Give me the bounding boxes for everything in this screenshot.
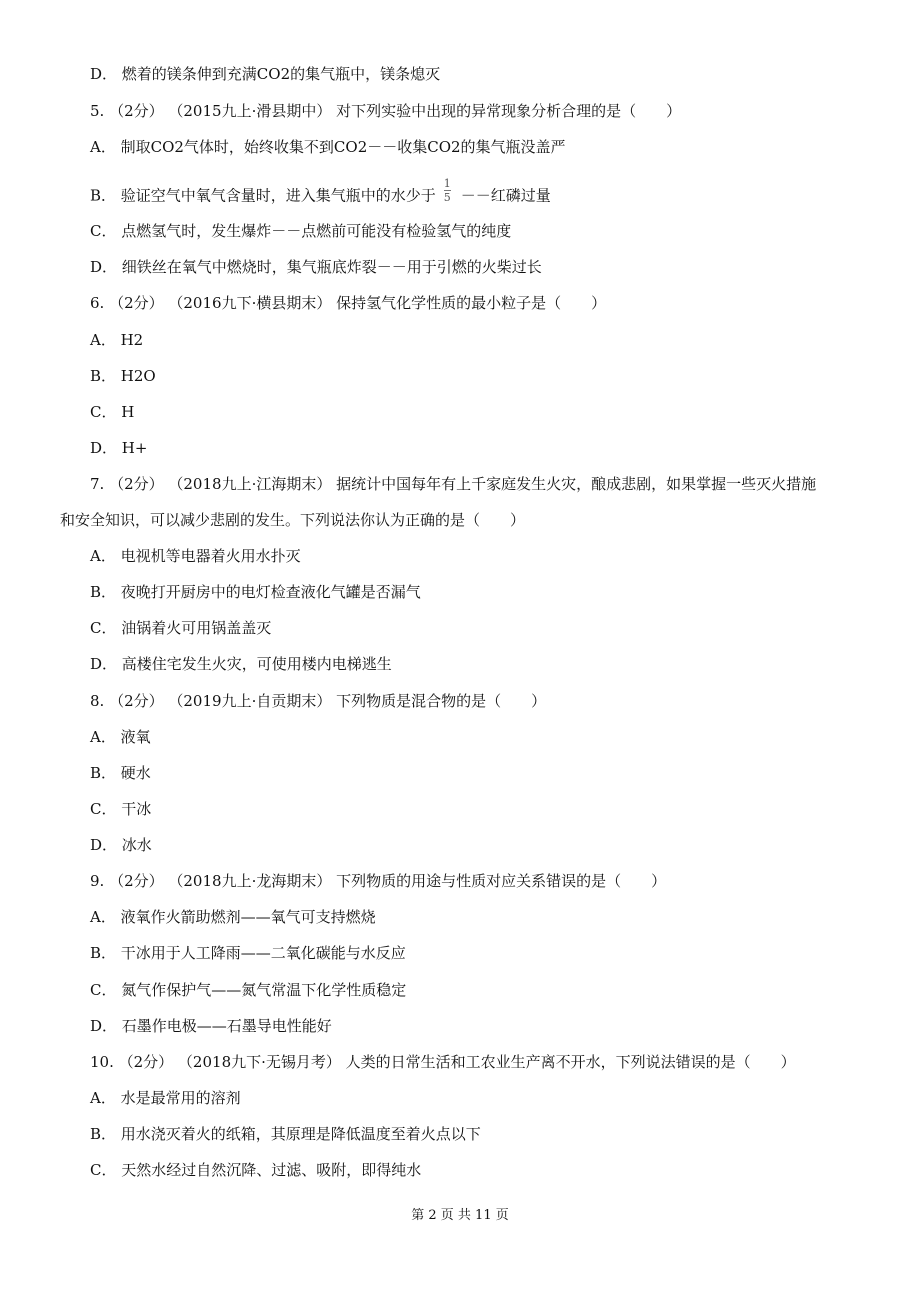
q6-option-b: B． H2O (90, 367, 156, 385)
q8-option-b: B． 硬水 (90, 764, 151, 782)
q7-option-d: D． 高楼住宅发生火灾，可使用楼内电梯逃生 (90, 655, 392, 673)
q8-option-a: A． 液氧 (90, 728, 151, 746)
q10-option-c: C． 天然水经过自然沉降、过滤、吸附，即得纯水 (90, 1161, 422, 1179)
q9-option-a: A． 液氧作火箭助燃剂——氧气可支持燃烧 (90, 908, 376, 926)
q8-stem: 8. （2分） （2019九上·自贡期末） 下列物质是混合物的是（ ） (90, 692, 547, 710)
q6-stem: 6. （2分） （2016九下·横县期末） 保持氢气化学性质的最小粒子是（ ） (90, 294, 607, 312)
q5-stem: 5. （2分） （2015九上·滑县期中） 对下列实验中出现的异常现象分析合理的是（ ） (90, 102, 682, 120)
fraction-one-fifth (444, 178, 451, 203)
q5-option-b-reason: －－红磷过量 (460, 186, 551, 205)
q6-option-d: D． H+ (90, 439, 148, 457)
q5-option-c: C． 点燃氢气时，发生爆炸－－点燃前可能没有检验氢气的纯度 (90, 222, 512, 240)
q9-stem: 9. （2分） （2018九上·龙海期末） 下列物质的用途与性质对应关系错误的是（ ） (90, 872, 667, 890)
q6-option-a: A． H2 (90, 331, 144, 349)
q5-option-b (90, 177, 551, 209)
q9-option-b: B． 干冰用于人工降雨——二氧化碳能与水反应 (90, 944, 406, 962)
q7-stem-line1: 7. （2分） （2018九上·江海期末） 据统计中国每年有上千家庭发生火灾，酿成悲剧，如果掌握一些灭火措施 (90, 475, 817, 493)
fraction-numerator: 1 (443, 177, 451, 190)
q9-option-c: C． 氮气作保护气——氮气常温下化学性质稳定 (90, 981, 407, 999)
q7-option-b: B． 夜晚打开厨房中的电灯检查液化气罐是否漏气 (90, 583, 421, 601)
q7-option-c: C． 油锅着火可用锅盖盖灭 (90, 619, 272, 637)
q10-stem: 10. （2分） （2018九下·无锡月考） 人类的日常生活和工农业生产离不开水，下列说法错误的是（ ） (90, 1053, 796, 1071)
q5-option-d: D． 细铁丝在氧气中燃烧时，集气瓶底炸裂－－用于引燃的火柴过长 (90, 258, 542, 276)
q8-option-c: C． 干冰 (90, 800, 152, 818)
q5-option-b-text: B． 验证空气中氧气含量时，进入集气瓶中的水少于 (90, 186, 436, 205)
q6-option-c: C． H (90, 403, 135, 421)
q7-option-a: A． 电视机等电器着火用水扑灭 (90, 547, 301, 565)
q9-option-d: D． 石墨作电极——石墨导电性能好 (90, 1017, 332, 1035)
fraction-denominator: 5 (443, 191, 451, 204)
page-footer: 第 2 页 共 11 页 (411, 1208, 509, 1223)
q7-stem-line2: 和安全知识，可以减少悲剧的发生。下列说法你认为正确的是（ ） (60, 511, 526, 529)
q4-option-d: D． 燃着的镁条伸到充满CO2的集气瓶中，镁条熄灭 (90, 65, 441, 83)
q5-option-a: A． 制取CO2气体时，始终收集不到CO2－－收集CO2的集气瓶没盖严 (90, 138, 566, 156)
q10-option-b: B． 用水浇灭着火的纸箱，其原理是降低温度至着火点以下 (90, 1125, 481, 1143)
q8-option-d: D． 冰水 (90, 836, 152, 854)
q10-option-a: A． 水是最常用的溶剂 (90, 1089, 241, 1107)
